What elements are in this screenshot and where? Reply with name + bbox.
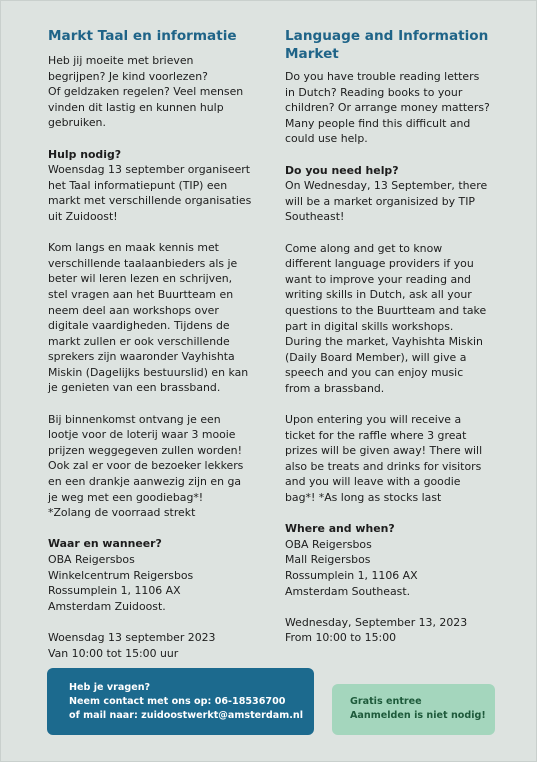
free-entry-box <box>332 684 495 735</box>
english-datetime: Wednesday, September 13, 2023 From 10:00 to 15:00 <box>285 615 468 645</box>
english-address: OBA Reigersbos Mall Reigersbos Rossumplein 1, 1106 AX Amsterdam Southeast. <box>285 537 418 598</box>
free-entry-label: Gratis entree <box>350 696 422 707</box>
dutch-datetime: Woensdag 13 september 2023 Van 10:00 tot 15:00 uur <box>48 630 216 660</box>
dutch-address: OBA Reigersbos Winkelcentrum Reigersbos Rossumplein 1, 1106 AX Amsterdam Zuidoost. <box>48 553 194 613</box>
dutch-where-heading: Waar en wanneer? <box>48 537 162 551</box>
english-where-heading: Where and when? <box>285 522 395 536</box>
english-raffle-text: Upon entering you will receive a ticket for the raffle where 3 great prizes will be given away! There will also be treats and drinks for visitors and you will leave with a goodie bag*! *As long as stocks last <box>285 413 483 505</box>
contact-box <box>47 668 314 735</box>
dutch-help-text: Woensdag 13 september organiseert het Taal informatiepunt (TIP) een markt met verschillende organisaties uit Zuidoost! <box>48 163 252 223</box>
contact-heading: Heb je vragen? <box>69 682 151 693</box>
no-registration-label: Aanmelden is niet nodig! <box>350 710 486 721</box>
english-title: Language and Information Market <box>285 28 489 62</box>
dutch-intro: Heb jij moeite met brieven begrijpen? Je kind voorlezen? Of geldzaken regelen? Veel mensen vinden dit lastig en kunnen hulp gebruiken. <box>48 54 244 130</box>
dutch-come-text: Kom langs en maak kennis met verschillende taalaanbieders als je beter wil leren lezen en schrijven, stel vragen aan het Buurtteam en neem deel aan workshops over digitale vaardigheden. Tijdens de markt zullen er ook verschillende sprekers zijn waaronder Vayhishta Miskin (Dagelijks bestuurslid) en kan je genieten van een brassband. <box>48 241 249 395</box>
english-help-heading: Do you need help? <box>285 163 399 177</box>
dutch-column <box>48 27 266 661</box>
dutch-title: Markt Taal en informatie <box>48 28 237 44</box>
dutch-help-heading: Hulp nodig? <box>48 147 122 161</box>
english-column <box>285 27 507 646</box>
contact-phone[interactable]: Neem contact met ons op: 06-18536700 <box>69 696 286 707</box>
contact-email[interactable]: of mail naar: zuidoostwerkt@amsterdam.nl <box>69 710 303 721</box>
english-help-text: On Wednesday, 13 September, there will be a market organisized by TIP Southeast! <box>285 179 488 224</box>
english-come-text: Come along and get to know different language providers if you want to improve your reading and writing skills in Dutch, ask all your questions to the Buurtteam and take part in digital skills workshops. During the market, Vayhishta Miskin (Daily Board Member), will give a speech and you can enjoy music from a brassband. <box>285 241 487 395</box>
english-intro: Do you have trouble reading letters in Dutch? Reading books to your children? Or arrange money matters? Many people find this difficult and could use help. <box>285 70 490 146</box>
dutch-raffle-text: Bij binnenkomst ontvang je een lootje voor de loterij waar 3 mooie prijzen weggegeven zullen worden! Ook zal er voor de bezoeker lekkers en een drankje aanwezig zijn en ga je weg met een goodiebag*! *Zolang de voorraad strekt <box>48 412 244 520</box>
